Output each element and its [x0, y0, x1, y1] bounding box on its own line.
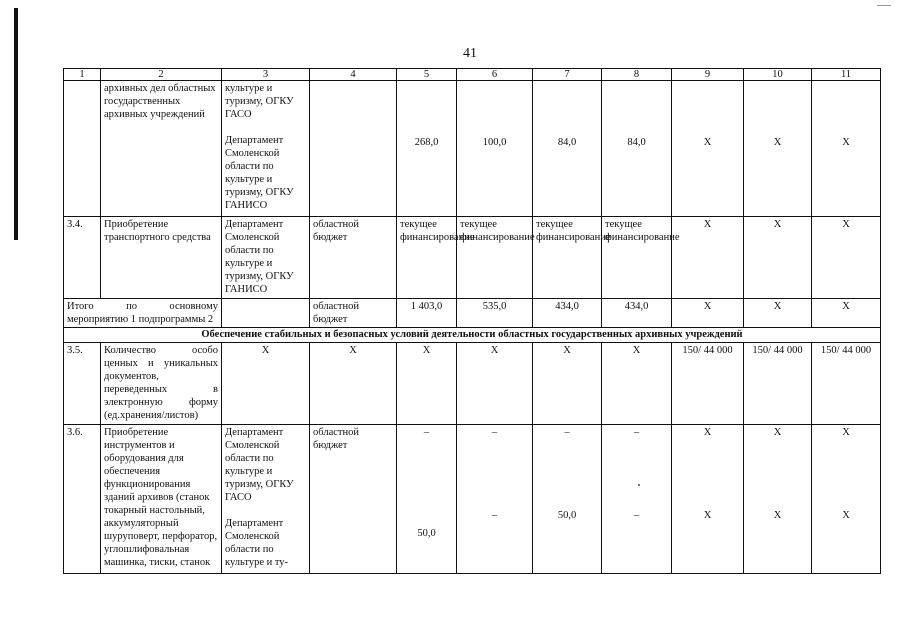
activity-name-cell: Приобретение инструментов и оборудования для обеспечения функционирования зданий архивов (станок токарный настольный, аккумуляторный шуруповерт, перфоратор, углошлифовальная машинка, тиски, станок: [101, 425, 222, 574]
section-heading-row: [64, 328, 881, 343]
row-number-cell: 3.5.: [64, 343, 101, 425]
amount-cell: 434,0: [533, 299, 602, 328]
indicator-value: Х: [842, 427, 850, 438]
executor-text: Департамент Смоленской области по культуре и ту-: [225, 518, 289, 568]
amount-cell: текущее финансирование: [533, 217, 602, 299]
amount-cell: [457, 425, 533, 574]
activity-name-cell: Количество особо ценных и уникальных документов, переведенных в электронную форму (ед.хранения/листов): [101, 343, 222, 425]
column-number: 6: [457, 69, 533, 81]
indicator-cell: 150/ 44 000: [744, 343, 812, 425]
activity-name-cell: Приобретение транспортного средства: [101, 217, 222, 299]
funding-source-cell: областной бюджет: [310, 299, 397, 328]
column-number-row: [64, 69, 881, 81]
amount-cell: текущее финансирование: [602, 217, 672, 299]
executor-cell: [222, 81, 310, 217]
column-number: 4: [310, 69, 397, 81]
amount-cell: Х: [533, 343, 602, 425]
amount-value: 50,0: [557, 510, 577, 521]
column-number: 1: [64, 69, 101, 81]
amount-value: –: [491, 510, 498, 521]
indicator-cell: [812, 425, 881, 574]
indicator-cell: Х: [812, 299, 881, 328]
scan-speck: [638, 484, 640, 486]
amount-cell: Х: [457, 343, 533, 425]
page-number: 41: [463, 46, 477, 61]
funding-source-cell: Х: [310, 343, 397, 425]
executor-cell: Х: [222, 343, 310, 425]
indicator-cell: Х: [812, 81, 881, 217]
amount-cell: [602, 425, 672, 574]
row-number-cell: 3.6.: [64, 425, 101, 574]
amount-value: 50,0: [417, 528, 436, 539]
amount-value: –: [423, 427, 430, 438]
amount-cell: текущее финансирование: [457, 217, 533, 299]
executor-cell: Департамент Смоленской области по культуре и туризму, ОГКУ ГАНИСО: [222, 217, 310, 299]
indicator-cell: 150/ 44 000: [812, 343, 881, 425]
amount-cell: 268,0: [397, 81, 457, 217]
column-number: 10: [744, 69, 812, 81]
indicator-cell: 150/ 44 000: [672, 343, 744, 425]
amount-cell: 434,0: [602, 299, 672, 328]
column-number: 7: [533, 69, 602, 81]
funding-source-cell: областной бюджет: [310, 217, 397, 299]
indicator-cell: Х: [672, 299, 744, 328]
table-row-continued: [64, 81, 881, 217]
executor-cell: [222, 299, 310, 328]
table-row-3-4: [64, 217, 881, 299]
executor-cell: [222, 425, 310, 574]
indicator-value: Х: [703, 427, 712, 438]
table-row-3-5: [64, 343, 881, 425]
amount-cell: 84,0: [533, 81, 602, 217]
amount-cell: 84,0: [602, 81, 672, 217]
amount-value: –: [491, 427, 498, 438]
amount-cell: Х: [397, 343, 457, 425]
indicator-cell: Х: [812, 217, 881, 299]
amount-cell: 100,0: [457, 81, 533, 217]
table-row-total: [64, 299, 881, 328]
funding-source-cell: [310, 81, 397, 217]
amount-value: –: [633, 427, 640, 438]
executor-text: культуре и туризму, ОГКУ ГАСО: [225, 83, 294, 120]
amount-cell: 535,0: [457, 299, 533, 328]
amount-cell: [533, 425, 602, 574]
indicator-cell: Х: [672, 81, 744, 217]
activity-name-cell: архивных дел областных государственных архивных учреждений: [101, 81, 222, 217]
indicator-cell: Х: [744, 299, 812, 328]
indicator-cell: Х: [744, 217, 812, 299]
indicator-value: Х: [703, 510, 712, 521]
column-number: 9: [672, 69, 744, 81]
scan-margin-bar: [14, 8, 18, 240]
amount-cell: текущее финансирование: [397, 217, 457, 299]
section-title: Обеспечение стабильных и безопасных условий деятельности областных государственных архивных учреждений: [64, 328, 881, 343]
indicator-value: Х: [842, 510, 850, 521]
row-number-cell: 3.4.: [64, 217, 101, 299]
column-number: 8: [602, 69, 672, 81]
indicator-cell: [744, 425, 812, 574]
indicator-value: Х: [773, 510, 782, 521]
column-number: 11: [812, 69, 881, 81]
column-number: 5: [397, 69, 457, 81]
table-row-3-6: [64, 425, 881, 574]
indicator-cell: [672, 425, 744, 574]
amount-cell: 1 403,0: [397, 299, 457, 328]
indicator-value: Х: [773, 427, 782, 438]
executor-text: Департамент Смоленской области по культуре и туризму, ОГКУ ГАСО: [225, 427, 294, 503]
column-number: 2: [101, 69, 222, 81]
executor-text: Департамент Смоленской области по культуре и туризму, ОГКУ ГАНИСО: [225, 135, 294, 211]
row-number-cell: [64, 81, 101, 217]
total-label-cell: Итого по основному мероприятию 1 подпрограммы 2: [64, 299, 222, 328]
indicator-cell: Х: [672, 217, 744, 299]
amount-cell: [397, 425, 457, 574]
indicator-cell: Х: [744, 81, 812, 217]
funding-source-cell: областной бюджет: [310, 425, 397, 574]
amount-value: –: [633, 510, 640, 521]
program-table: [63, 68, 881, 574]
amount-cell: Х: [602, 343, 672, 425]
scan-mark: [877, 5, 891, 6]
amount-value: –: [564, 427, 570, 438]
column-number: 3: [222, 69, 310, 81]
